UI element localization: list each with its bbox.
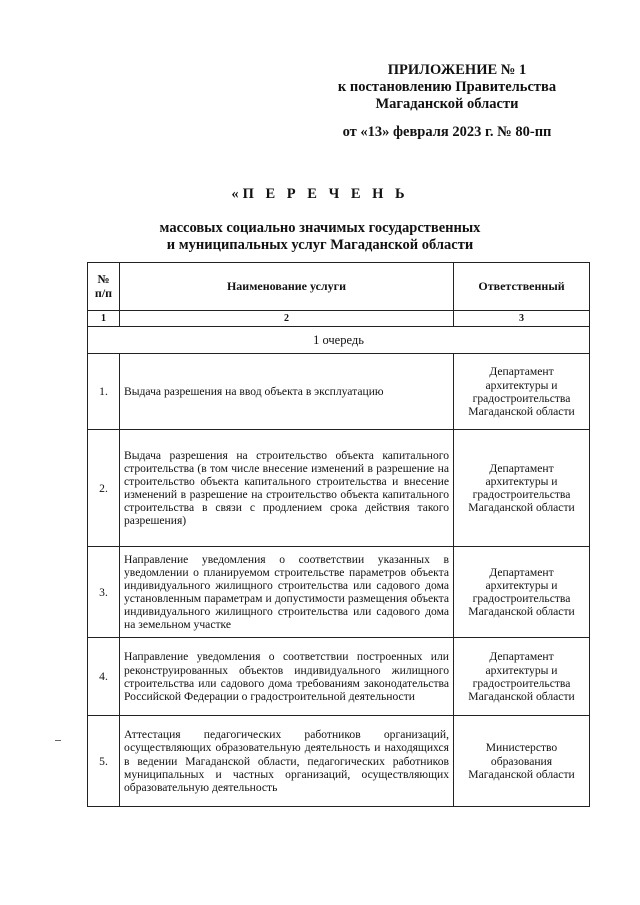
table-row bbox=[88, 354, 590, 430]
table-header-row bbox=[88, 263, 590, 311]
appendix-title: ПРИЛОЖЕНИЕ № 1 bbox=[387, 62, 527, 78]
service-name: Направление уведомления о соответствии построенных или реконструированных объектов индивидуального жилищного строительства или садового дома требованиям законодательства Российской Федерации о градостроительной деятельности bbox=[120, 638, 454, 716]
col-number: 3 bbox=[454, 311, 590, 327]
responsible: Департамент архитектуры и градостроительства Магаданской области bbox=[454, 354, 590, 430]
appendix-region: Магаданской области bbox=[375, 96, 519, 112]
row-number: 5. bbox=[88, 716, 120, 807]
margin-mark bbox=[55, 740, 61, 741]
queue-row bbox=[88, 327, 590, 354]
responsible: Департамент архитектуры и градостроительства Магаданской области bbox=[454, 430, 590, 547]
header-resp: Ответственный bbox=[454, 263, 590, 311]
header-num: № п/п bbox=[88, 263, 120, 311]
responsible: Департамент архитектуры и градостроительства Магаданской области bbox=[454, 547, 590, 638]
table-row bbox=[88, 547, 590, 638]
appendix-ref: к постановлению Правительства bbox=[337, 79, 557, 95]
row-number: 2. bbox=[88, 430, 120, 547]
service-name: Направление уведомления о соответствии указанных в уведомлении о планируемом строительстве параметров объекта индивидуального жилищного строительства или садового дома установленным параметрам и допустимости размещения объекта индивидуального жилищного строительства или садового дома на земельном участке bbox=[120, 547, 454, 638]
table-row bbox=[88, 638, 590, 716]
col-number: 1 bbox=[88, 311, 120, 327]
header-name: Наименование услуги bbox=[120, 263, 454, 311]
row-number: 4. bbox=[88, 638, 120, 716]
service-name: Выдача разрешения на ввод объекта в эксплуатацию bbox=[120, 354, 454, 430]
service-name: Выдача разрешения на строительство объекта капитального строительства (в том числе внесение изменений в разрешение на строительство объекта капитального строительства и внесение изменений в разрешение на строительство объекта капитального строительства в связи с продлением срока действия такого разрешения) bbox=[120, 430, 454, 547]
title-word: «П Е Р Е Ч Е Н Ь bbox=[231, 186, 409, 202]
appendix-header bbox=[318, 62, 576, 141]
responsible: Министерство образования Магаданской области bbox=[454, 716, 590, 807]
document-title bbox=[0, 186, 640, 254]
row-number: 1. bbox=[88, 354, 120, 430]
row-number: 3. bbox=[88, 547, 120, 638]
queue-label: 1 очередь bbox=[88, 327, 590, 354]
title-line-2: и муниципальных услуг Магаданской области bbox=[166, 237, 474, 253]
service-name: Аттестация педагогических работников организаций, осуществляющих образовательную деятельность и находящихся в ведении Магаданской области, педагогических работников муниципальных и частных организаций, осуществляющих образовательную деятельность bbox=[120, 716, 454, 807]
services-table bbox=[87, 262, 590, 807]
column-numbers-row bbox=[88, 311, 590, 327]
appendix-date: от «13» февраля 2023 г. № 80-пп bbox=[342, 124, 552, 140]
table-row bbox=[88, 430, 590, 547]
responsible: Департамент архитектуры и градостроительства Магаданской области bbox=[454, 638, 590, 716]
col-number: 2 bbox=[120, 311, 454, 327]
table-row bbox=[88, 716, 590, 807]
title-line-1: массовых социально значимых государственных bbox=[159, 220, 481, 236]
